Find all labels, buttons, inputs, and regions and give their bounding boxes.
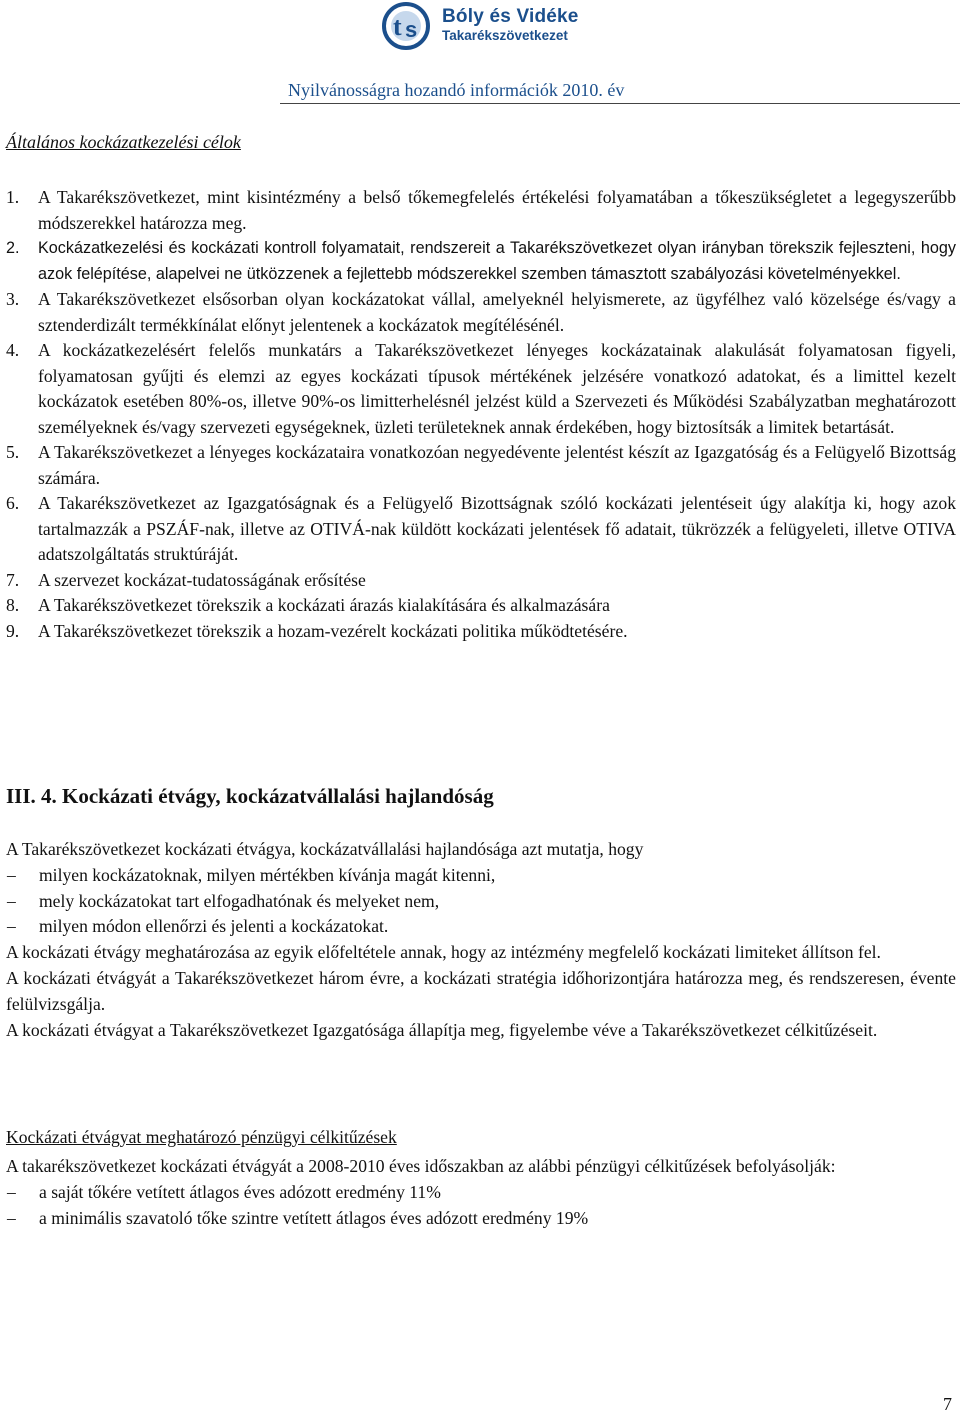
list-item — [6, 889, 956, 915]
item-text: a saját tőkére vetített átlagos éves adózott eredmény 11% — [39, 1182, 441, 1202]
section-title: III. 4. Kockázati étvágy, kockázatvállalási hajlandóság — [6, 784, 494, 808]
document-subtitle: Nyilvánosságra hozandó információk 2010. év — [288, 80, 625, 100]
list-item — [6, 440, 956, 491]
list-item — [6, 338, 956, 440]
list-item — [6, 863, 956, 889]
item-text: A Takarékszövetkezet az Igazgatóságnak és a Felügyelő Bizottságnak szóló kockázati jelentéseit úgy alakítja ki, hogy azok tartalmazzák a PSZÁF-nak, illetve az OTIVÁ-nak küldött kockázati jelentések fő adatait, tükrözzék a felügyeleti, illetve OTIVA adatszolgáltatás struktúráját. — [38, 493, 956, 564]
dash-bullet: – — [7, 1208, 16, 1228]
item-text: A Takarékszövetkezet törekszik a hozam-vezérelt kockázati politika működtetésére. — [38, 620, 628, 641]
item-text: A Takarékszövetkezet, mint kisintézmény a belső tőkemegfelelés értékelési folyamatában a tőkeszükségletet a legegyszerűbb módszerekkel határozza meg. — [38, 187, 956, 233]
item-number: 6. — [6, 493, 20, 513]
item-number: 2. — [6, 239, 20, 257]
item-text: A Takarékszövetkezet a lényeges kockázataira vonatkozóan negyedévente jelentést készít az Igazgatóság és a Felügyelő Bizottság számára. — [38, 442, 956, 488]
list-item — [6, 593, 956, 619]
header-divider — [280, 103, 960, 104]
paragraph: A kockázati étvágy meghatározása az egyik előfeltétele annak, hogy az intézmény megfelelő kockázati limiteket állítson fel. — [6, 942, 881, 963]
list-item — [6, 568, 956, 594]
paragraph: A Takarékszövetkezet kockázati étvágya, kockázatvállalási hajlandósága azt mutatja, hogy — [6, 839, 644, 859]
appetite-section — [6, 837, 956, 1043]
item-number: 7. — [6, 569, 20, 590]
item-text: milyen módon ellenőrzi és jelenti a kockázatokat. — [39, 916, 389, 937]
item-text: A Takarékszövetkezet elsősorban olyan kockázatokat vállal, amelyeknél helyismerete, az ügyfélhez való közelsége és/vagy a sztenderdizált termékkínálat előnyt jelentenek a kockázatok megítélésénél. — [38, 289, 956, 335]
list-item — [6, 914, 956, 940]
item-number: 4. — [6, 340, 20, 360]
logo-line-1: Bóly és Vidéke — [442, 6, 579, 27]
item-number: 1. — [6, 187, 20, 207]
dash-bullet: – — [7, 916, 16, 937]
item-number: 5. — [6, 442, 20, 462]
item-text: A kockázatkezelésért felelős munkatárs a Takarékszövetkezet lényeges kockázatainak alakulását folyamatosan figyeli, folyamatosan gyűjti és elemzi az egyes kockázati típusok mértékének jelzésére vonatkozó adatokat, és a limittel kezelt kockázatok esetében 80%-os, illetve 90%-os limitterhelésnél jelzést küld a Szervezeti és Működési Szabályzatban meghatározott személyeknek és/vagy szervezeti egységeknek, üzleti területeknek annak érdekében, hogy biztosítsák a limitek betartását. — [38, 340, 956, 437]
section-heading: Általános kockázatkezelési célok — [6, 132, 241, 152]
dash-bullet: – — [7, 1182, 16, 1202]
item-text: a minimális szavatoló tőke szintre vetített átlagos éves adózott eredmény 19% — [39, 1208, 589, 1228]
item-text: A Takarékszövetkezet törekszik a kockázati árazás kialakítására és alkalmazására — [38, 595, 610, 615]
list-item — [6, 1205, 956, 1231]
svg-text:s: s — [405, 17, 418, 42]
list-item — [6, 619, 956, 645]
paragraph: A kockázati étvágyat a Takarékszövetkezet Igazgatósága állapítja meg, figyelembe véve a Takarékszövetkezet célkitűzéseit. — [6, 1019, 878, 1040]
dash-bullet: – — [7, 890, 16, 911]
dash-bullet: – — [7, 864, 16, 885]
item-text: mely kockázatokat tart elfogadhatónak és melyeket nem, — [39, 890, 440, 911]
list-item — [6, 236, 956, 287]
svg-text:t: t — [393, 12, 402, 41]
paragraph: A takarékszövetkezet kockázati étvágyát a 2008-2010 éves időszakban az alábbi pénzügyi célkitűzések befolyásolják: — [6, 1156, 836, 1176]
item-number: 8. — [6, 595, 20, 615]
bank-logo — [380, 2, 580, 50]
dash-list — [6, 1179, 956, 1231]
list-item — [6, 491, 956, 568]
dash-list — [6, 863, 956, 940]
item-number: 9. — [6, 620, 20, 641]
item-text: milyen kockázatoknak, milyen mértékben kívánja magát kitenni, — [39, 864, 496, 885]
list-item — [6, 185, 956, 236]
subsection-heading: Kockázati étvágyat meghatározó pénzügyi célkitűzések — [6, 1127, 397, 1147]
item-text: A szervezet kockázat-tudatosságának erősítése — [38, 569, 366, 590]
item-text: Kockázatkezelési és kockázati kontroll folyamatait, rendszereit a Takarékszövetkezet olyan irányban törekszik fejleszteni, hogy azok felépítése, alapelvei ne ütközzenek a fejlettebb módszerekkel szemben támasztott szabályozási követelményekkel. — [38, 239, 956, 283]
goals-list — [6, 185, 956, 644]
logo-line-2: Takarékszövetkezet — [442, 28, 568, 43]
list-item — [6, 1179, 956, 1205]
paragraph: A kockázati étvágyát a Takarékszövetkezet három évre, a kockázati stratégia időhorizontjára határozza meg, és rendszeresen, évente felülvizsgálja. — [6, 967, 956, 1014]
takarek-logo-icon — [380, 2, 436, 50]
list-item — [6, 287, 956, 338]
financial-section — [6, 1153, 956, 1231]
item-number: 3. — [6, 289, 20, 309]
page-number: 7 — [943, 1394, 952, 1414]
